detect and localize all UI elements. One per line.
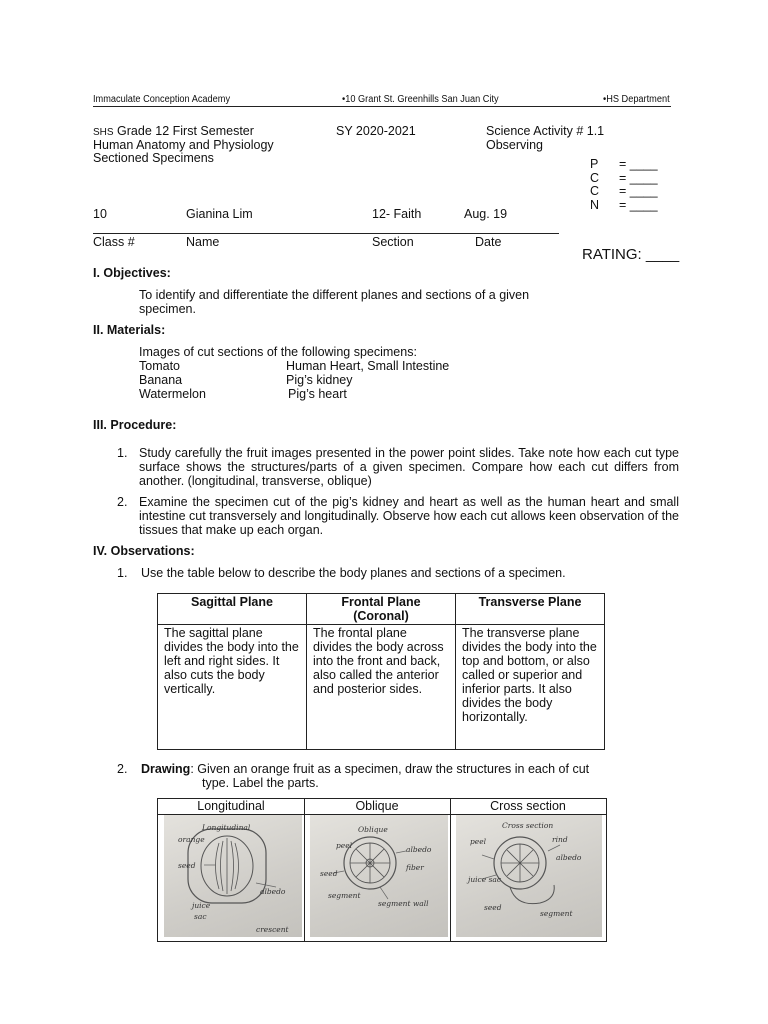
sketch-label: Cross section [502, 821, 554, 830]
observations-heading: IV. Observations: [93, 544, 195, 558]
table-header-frontal: Frontal Plane (Coronal) [307, 594, 456, 625]
drawing-header-oblique: Oblique [355, 799, 399, 813]
sketch-label: seed [320, 869, 338, 878]
drawing-instructions-cont: type. Label the parts. [202, 776, 319, 790]
pccn-n-value: = ____ [619, 198, 658, 212]
sketch-label: albedo [406, 845, 432, 854]
department: •HS Department [603, 94, 670, 105]
table-header-transverse: Transverse Plane [456, 594, 605, 625]
drawing-col-divider [450, 799, 451, 941]
material-item: Pig’s kidney [286, 373, 353, 387]
materials-intro: Images of cut sections of the following specimens: [139, 345, 417, 359]
material-item: Human Heart, Small Intestine [286, 359, 450, 373]
activity-type: Observing [486, 138, 543, 152]
sketch-label: rind [552, 835, 568, 844]
shs-prefix: SHS [93, 127, 114, 138]
sketch-label: segment [328, 891, 361, 900]
sketch-label: peel [470, 837, 487, 846]
date-value: Aug. 19 [464, 207, 508, 221]
student-name-label: Name [186, 235, 220, 249]
rating: RATING: ____ [582, 246, 680, 263]
observation-num: 1. [117, 566, 128, 580]
pccn-c1-value: = ____ [619, 171, 658, 185]
sketch-label: albedo [556, 853, 582, 862]
sketch-label: Oblique [358, 825, 388, 834]
pccn-c1-letter: C [590, 171, 600, 185]
activity-number: Science Activity # 1.1 [486, 124, 605, 138]
planes-table [157, 593, 605, 750]
table-cell-sagittal: The sagittal plane divides the body into the left and right sides. It also cuts the body vertically. [158, 625, 307, 750]
sketch-label: seed [178, 861, 196, 870]
material-item: Pig’s heart [288, 387, 347, 401]
material-item: Banana [139, 373, 183, 387]
sketch-label: Longitudinal [202, 823, 251, 832]
student-rule [93, 233, 559, 234]
pccn-c2-value: = ____ [619, 184, 658, 198]
pccn-c2-letter: C [590, 184, 600, 198]
sketch-label: albedo [260, 887, 286, 896]
drawing-instructions: : Given an orange fruit as a specimen, draw the structures in each of cut [190, 762, 590, 776]
sketch-label: crescent [256, 925, 289, 934]
observation-item-2 [141, 762, 589, 776]
subject: Human Anatomy and Physiology [93, 138, 274, 152]
school-year: SY 2020-2021 [336, 124, 416, 138]
procedure-step: Study carefully the fruit images presented in the power point slides. Take note how each cut type surface shows the structures/parts of a given specimen. Compare how each cut differs from another. (longitudinal, transverse, oblique) [139, 446, 679, 488]
drawing-label: Drawing [141, 762, 191, 776]
topic: Sectioned Specimens [93, 151, 214, 165]
school-name: Immaculate Conception Academy [93, 94, 231, 105]
objectives-text: To identify and differentiate the different planes and sections of a given specimen. [139, 288, 530, 316]
drawing-header-cross: Cross section [490, 799, 566, 813]
class-number-label: Class # [93, 235, 135, 249]
sketch-label: segment wall [378, 899, 429, 908]
longitudinal-sketch-photo [164, 815, 302, 937]
materials-heading: II. Materials: [93, 323, 166, 337]
table-cell-transverse: The transverse plane divides the body into the top and bottom, or also called or superior and inferior parts. It also divides the body horizontally. [456, 625, 605, 750]
sketch-label: juice [192, 901, 211, 910]
sketch-label: seed [484, 903, 502, 912]
sketch-label: juice sac [468, 875, 502, 884]
school-address: •10 Grant St. Greenhills San Juan City [342, 94, 499, 105]
procedure-heading: III. Procedure: [93, 418, 177, 432]
drawing-col-divider [304, 799, 305, 941]
material-item: Watermelon [139, 387, 206, 401]
date-label: Date [475, 235, 502, 249]
pccn-p-value: = ____ [619, 157, 658, 171]
material-item: Tomato [139, 359, 180, 373]
table-header-sagittal: Sagittal Plane [158, 594, 307, 625]
pccn-p-letter: P [590, 157, 599, 171]
grade-semester [93, 124, 254, 138]
procedure-step: Examine the specimen cut of the pig’s kidney and heart as well as the human heart and small intestine cut transversely and longitudinally. Observe how each cut allows keen observation of the tissues that make up each organ. [139, 495, 679, 537]
sketch-label: orange [178, 835, 205, 844]
objectives-heading: I. Objectives: [93, 266, 171, 280]
sketch-label: segment [540, 909, 573, 918]
header-rule [93, 106, 671, 107]
procedure-num: 1. [117, 446, 128, 460]
sketch-label: sac [194, 912, 207, 921]
oblique-sketch-photo [310, 815, 448, 937]
student-name-value: Gianina Lim [186, 207, 253, 221]
drawing-table [157, 798, 607, 942]
observation-item-1: Use the table below to describe the body planes and sections of a specimen. [141, 566, 566, 580]
pccn-n-letter: N [590, 198, 600, 212]
sketch-label: peel [336, 841, 353, 850]
section-label: Section [372, 235, 414, 249]
observation-num: 2. [117, 762, 128, 776]
class-number-value: 10 [93, 207, 107, 221]
section-value: 12- Faith [372, 207, 422, 221]
table-cell-frontal: The frontal plane divides the body across into the front and back, also called the anterior and posterior sides. [307, 625, 456, 750]
procedure-num: 2. [117, 495, 128, 509]
sketch-label: fiber [406, 863, 424, 872]
orange-longitudinal-drawing [164, 815, 302, 937]
drawing-header-longitudinal: Longitudinal [197, 799, 265, 813]
cross-section-sketch-photo [456, 815, 602, 937]
grade-sem-text: Grade 12 First Semester [117, 124, 254, 138]
